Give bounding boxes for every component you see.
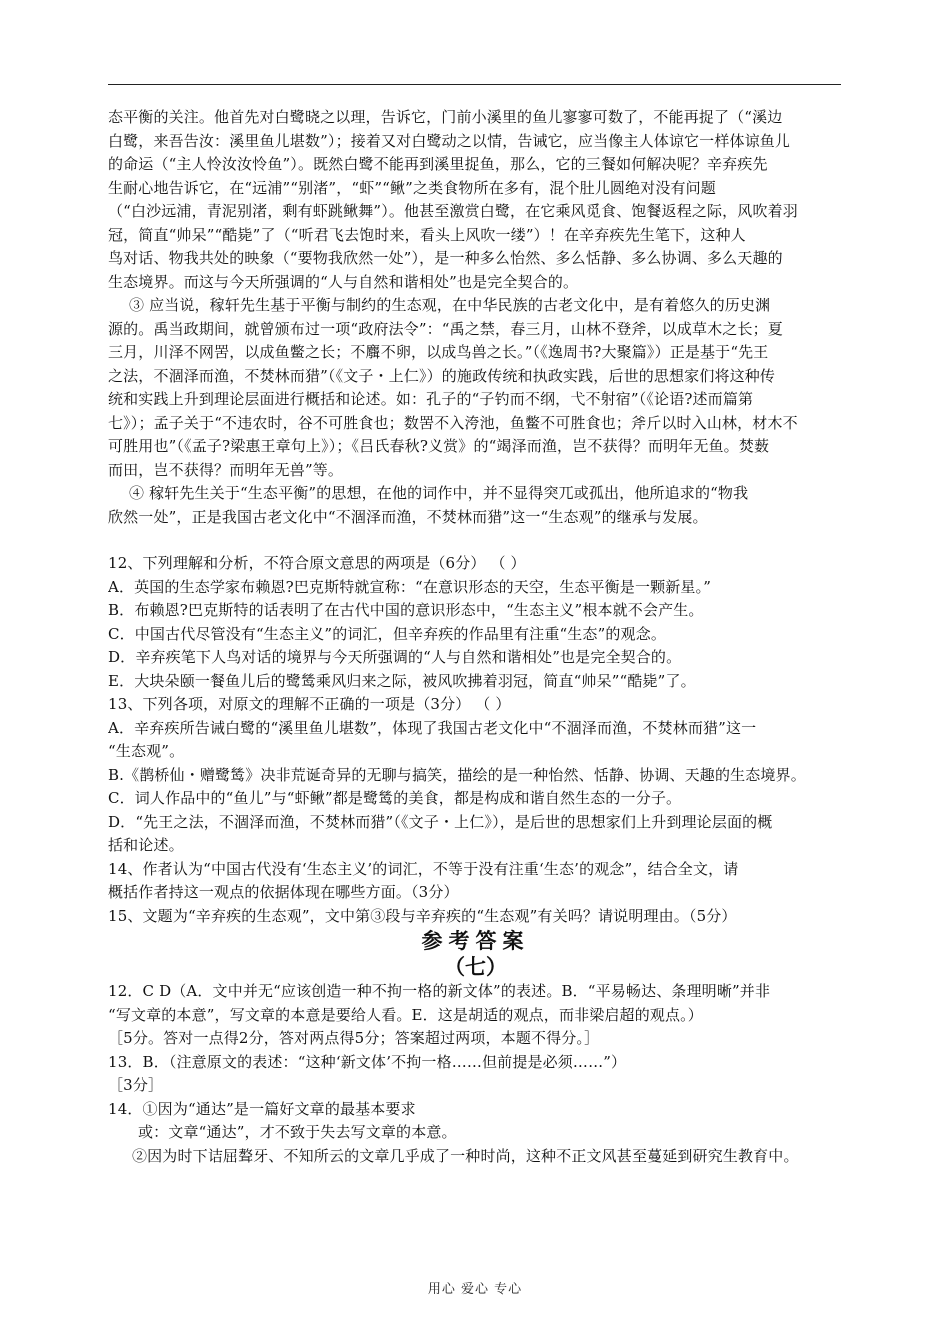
text-line: 生态境界。而这与今天所强调的“人与自然和谐相处”也是完全契合的。 [108, 272, 579, 291]
option-line: C．词人作品中的“鱼儿”与“虾鳅”都是鹭鸶的美食，都是构成和谐自然生态的一分子。 [108, 789, 682, 807]
option-line: B.《鹊桥仙・赠鹭鸶》决非荒诞奇异的无聊与搞笑，描绘的是一种怡然、恬静、协调、天趣的生态境界。 [108, 765, 806, 784]
option-line: D．“先王之法，不涸泽而渔，不焚林而猎”（《文子・上仁》），是后世的思想家们上升到理论层面的概 [108, 812, 773, 831]
text-line: 鸟对话、物我共处的映象（“要物我欣然一处”），是一种多么怡然、多么恬静、多么协调、多么天趣的 [108, 249, 783, 267]
option-line: A．辛弃疾所告诫白鹭的“溪里鱼儿堪数”，体现了我国古老文化中“不涸泽而渔，不焚林而猎”这一 [108, 718, 757, 737]
text-line: 而田，岂不获得？而明年无兽”等。 [108, 460, 344, 479]
option-line: B．布赖恩?巴克斯特的话表明了在古代中国的意识形态中，“生态主义”根本就不会产生。 [108, 601, 704, 619]
passage-paragraph-4 [108, 482, 843, 529]
answer-line: 或：文章“通达”，才不致于失去写文章的本意。 [138, 1123, 457, 1141]
option-line: E．大块朵颐一餐鱼儿后的鹭鸶乘风归来之际，被风吹拂着羽冠，简直“帅呆”“酷毙”了。 [108, 671, 696, 690]
text-line: 之法，不涸泽而渔，不焚林而猎”（《文子・上仁》）的施政传统和执政实践，后世的思想家们将这种传 [108, 366, 776, 385]
spacer [108, 529, 843, 552]
text-line: 冠，简直“帅呆”“酷毙”了（“听君飞去饱时来，看头上风吹一缕”）！在辛弃疾先生笔下，这种人 [108, 225, 746, 244]
text-line: 源的。禹当政期间，就曾颁布过一项“政府法令”：“禹之禁，春三月，山林不登斧，以成草木之长；夏 [108, 319, 783, 338]
answer-score: ［5分。答对一点得2分，答对两点得5分；答案超过两项，本题不得分。］ [108, 1029, 600, 1047]
option-line: A．英国的生态学家布赖恩?巴克斯特就宣称：“在意识形态的天空，生态平衡是一颗新星。” [108, 577, 712, 596]
text-line: 统和实践上升到理论层面进行概括和论述。如：孔子的“子钓而不纲，弋不射宿”（《论语?述而篇第 [108, 390, 754, 408]
text-line: 三月，川泽不网罟，以成鱼鳖之长；不麛不卵，以成鸟兽之长。”（《逸周书?大聚篇》）正是基于“先王 [108, 343, 769, 361]
page-content [108, 106, 843, 1168]
text-line: 七》）；孟子关于“不违农时，谷不可胜食也；数罟不入洿池，鱼鳖不可胜食也；斧斤以时入山林，材木不 [108, 413, 798, 432]
question-line: 概括作者持这一观点的依据体现在哪些方面。（3分） [108, 883, 459, 901]
question-13: 13、下列各项，对原文的理解不正确的一项是（3分） （ ） [108, 695, 511, 713]
questions-section [108, 552, 843, 928]
answers-title: 参考答案 [421, 928, 530, 953]
answer-14: 14．①因为“通达”是一篇好文章的最基本要求 [108, 1099, 416, 1118]
question-14: 14、作者认为“中国古代没有‘生态主义’的词汇，不等于没有注重‘生态’的观念”，结合全文，请 [108, 859, 739, 878]
option-line: C．中国古代尽管没有“生态主义”的词汇，但辛弃疾的作品里有注重“生态”的观念。 [108, 624, 667, 643]
option-line: “生态观”。 [108, 742, 185, 760]
text-line: 白鹭，来吾告汝：溪里鱼儿堪数”）；接着又对白鹭动之以情，告诫它，应当像主人体谅它一样体谅鱼儿 [108, 131, 791, 150]
text-line: 生耐心地告诉它，在“远浦”“别渚”，“虾”“鳅”之类食物所在多有，混个肚儿圆绝对没有问题 [108, 178, 716, 197]
text-line: 欣然一处”，正是我国古老文化中“不涸泽而渔，不焚林而猎”这一“生态观”的继承与发展。 [108, 507, 708, 526]
text-line: ③ 应当说，稼轩先生基于平衡与制约的生态观，在中华民族的古老文化中，是有着悠久的历史渊 [129, 296, 771, 314]
page-footer: 用心 爱心 专心 [427, 1282, 523, 1297]
answer-13: 13．B．（注意原文的表述：“这种‘新文体’不拘一格……但前提是必须……”） [108, 1052, 627, 1071]
question-15: 15、文题为“辛弃疾的生态观”，文中第③段与辛弃疾的“生态观”有关吗？请说明理由。（5分） [108, 906, 737, 925]
text-line: ④ 稼轩先生关于“生态平衡”的思想，在他的词作中，并不显得突兀或孤出，他所追求的“物我 [129, 484, 749, 502]
option-line: 括和论述。 [108, 836, 184, 854]
text-line: 的命运（“主人怜汝汝怜鱼”）。既然白鹭不能再到溪里捉鱼，那么，它的三餐如何解决呢？辛弃疾先 [108, 155, 768, 173]
passage-paragraph-3 [108, 294, 843, 482]
answers-subtitle: （七） [444, 954, 507, 979]
option-line: D．辛弃疾笔下人鸟对话的境界与今天所强调的“人与自然和谐相处”也是完全契合的。 [108, 648, 682, 666]
text-line: 态平衡的关注。他首先对白鹭晓之以理，告诉它，门前小溪里的鱼儿寥寥可数了，不能再捉了（“溪边 [108, 108, 783, 126]
answer-line: ②因为时下诘屈聱牙、不知所云的文章几乎成了一种时尚，这种不正文风甚至蔓延到研究生教育中。 [132, 1146, 799, 1165]
question-12: 12、下列理解和分析，不符合原文意思的两项是（6分） （ ） [108, 554, 526, 572]
header-rule [108, 84, 841, 85]
answers-section [108, 928, 843, 1168]
text-line: （“白沙远浦，青泥别渚，剩有虾跳鳅舞”）。他甚至激赏白鹭，在它乘风觅食、饱餐返程之际，风吹着羽 [108, 202, 798, 220]
answer-line: “写文章的本意”，写文章的本意是要给人看。E．这是胡适的观点，而非梁启超的观点。） [108, 1005, 703, 1024]
text-line: 可胜用也”（《孟子?梁惠王章句上》）；《吕氏春秋?义赏》的“竭泽而渔，岂不获得？而明年无鱼。焚薮 [108, 437, 770, 455]
answer-12: 12．C D（A．文中并无“应该创造一种不拘一格的新文体”的表述。B．“平易畅达、条理明晰”并非 [108, 982, 771, 1000]
passage-paragraph-2 [108, 106, 843, 294]
answer-score: ［3分］ [108, 1076, 164, 1094]
